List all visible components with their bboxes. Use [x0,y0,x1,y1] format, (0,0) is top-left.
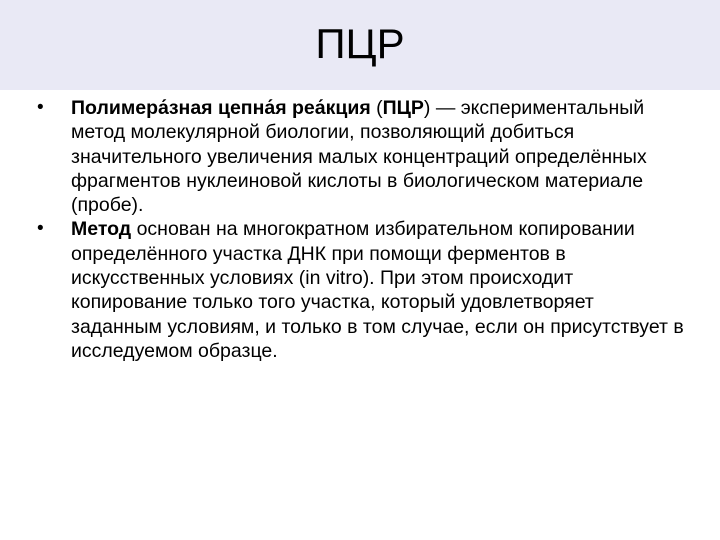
bullet-text: основан на многократном избирательном копировании определённого участка ДНК при помощи ферментов в искусственных условиях (in vitro). При этом происходит копирование только того участка, который удовлетворяет заданным условиям, и только в том случае, если он присутствует в исследуемом образце. [71,218,684,362]
bullet-item-pcr-definition [0,96,720,217]
bullet-icon: • [37,97,44,118]
paren-open: ( [370,97,383,119]
bullet-item-method [0,217,720,363]
bold-abbr: ПЦР [382,97,424,119]
bold-term: Метод [71,218,132,241]
bold-term: Полимера́зная цепна́я реа́кция [71,97,371,119]
bullet-icon: • [37,218,44,240]
slide-title: ПЦР [315,20,405,67]
bullet-text: ) — экспериментальный метод молекулярной биологии, позволяющий добиться значительного увеличения малых концентраций определённых фрагментов нуклеиновой кислоты в биологическом материале (пробе). [71,97,647,217]
slide-content [0,96,720,363]
